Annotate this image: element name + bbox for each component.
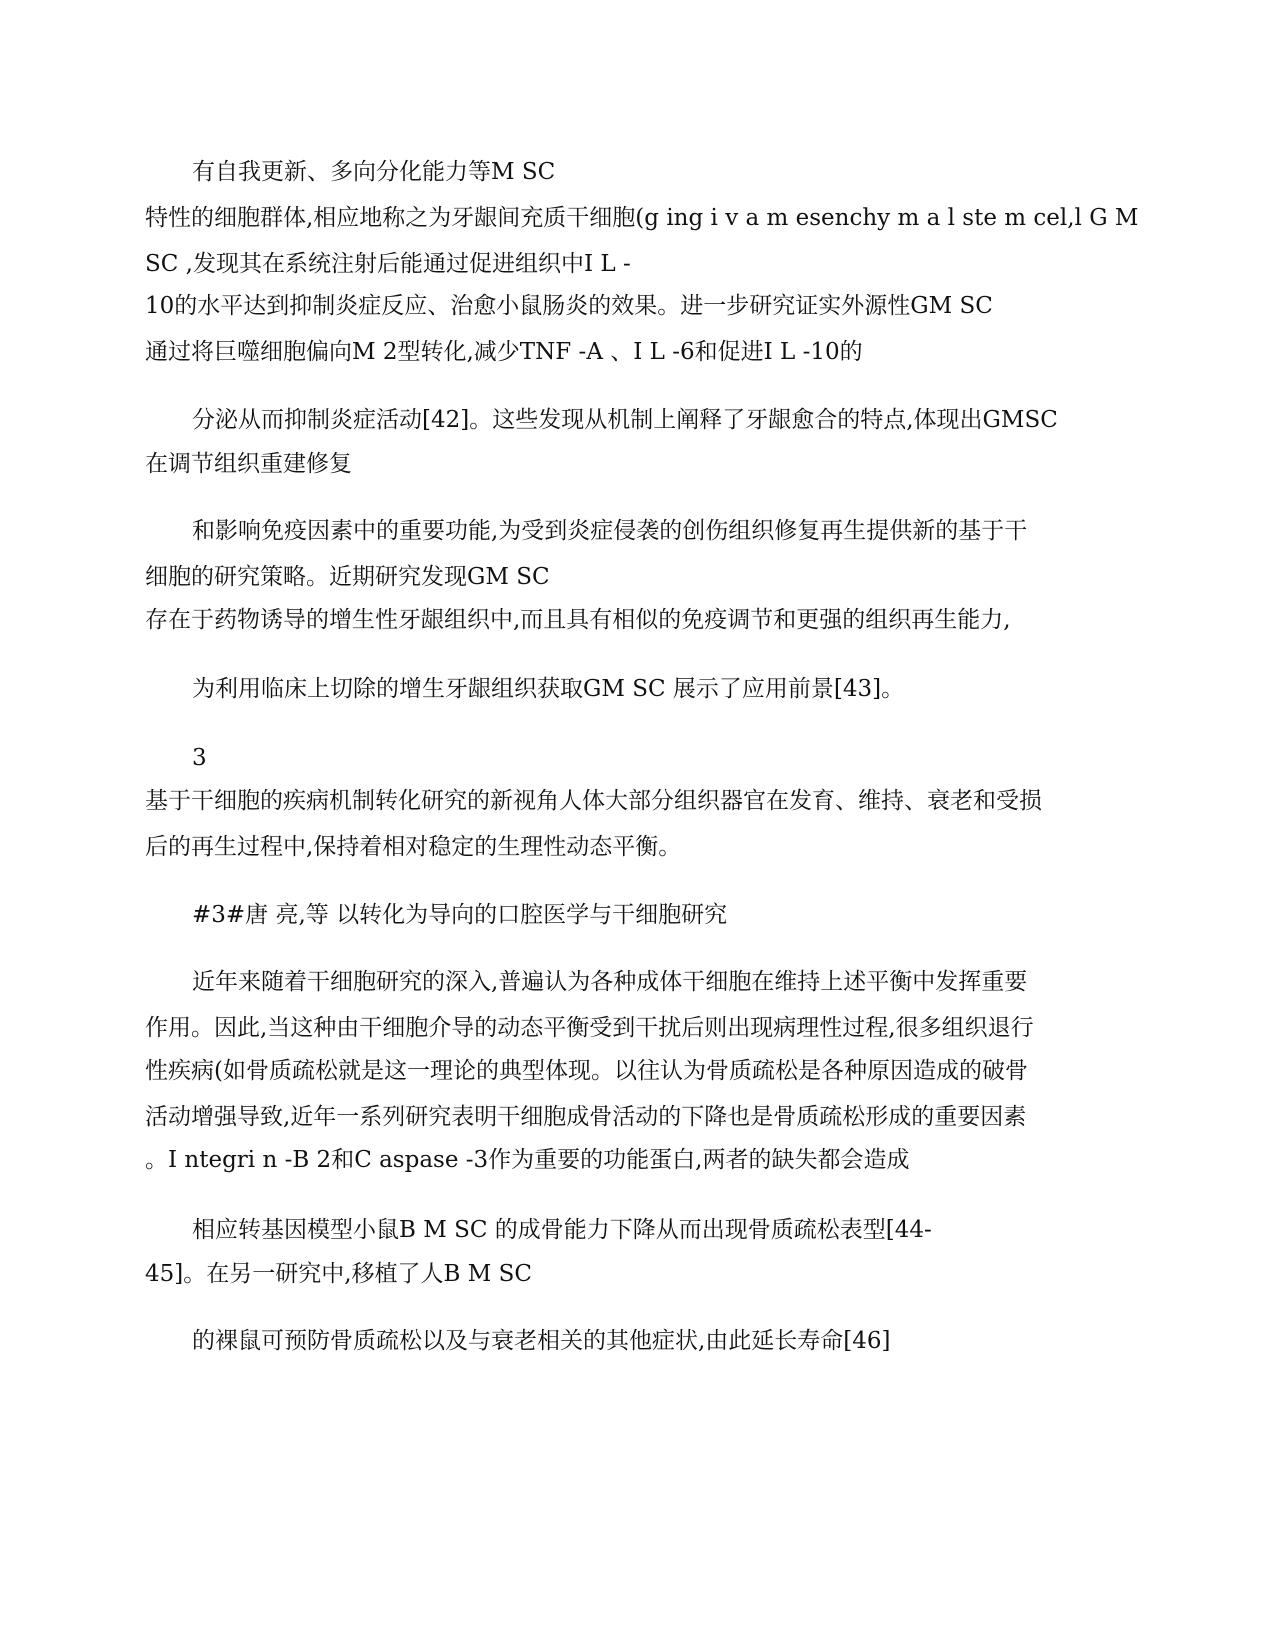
text-line: 在调节组织重建修复 <box>145 451 352 477</box>
text-line: 特性的细胞群体,相应地称之为牙龈间充质干细胞(g ing i v a m esenchy m a l ste m cel,l G M <box>145 205 1139 231</box>
text-line: 基于干细胞的疾病机制转化研究的新视角人体大部分组织器官在发育、维持、衰老和受损 <box>145 788 1042 814</box>
text-line: 相应转基因模型小鼠B M SC 的成骨能力下降从而出现骨质疏松表型[44- <box>192 1217 932 1243</box>
text-line: 通过将巨噬细胞偏向M 2型转化,减少TNF -A 、I L -6和促进I L -10的 <box>145 339 863 365</box>
text-line: 45]。在另一研究中,移植了人B M SC <box>145 1261 532 1287</box>
text-line: 存在于药物诱导的增生性牙龈组织中,而且具有相似的免疫调节和更强的组织再生能力, <box>145 607 1011 633</box>
text-line: 近年来随着干细胞研究的深入,普遍认为各种成体干细胞在维持上述平衡中发挥重要 <box>192 969 1028 995</box>
text-line: 和影响免疫因素中的重要功能,为受到炎症侵袭的创伤组织修复再生提供新的基于干 <box>192 518 1028 544</box>
text-line: 后的再生过程中,保持着相对稳定的生理性动态平衡。 <box>145 834 682 860</box>
text-line: 有自我更新、多向分化能力等M SC <box>192 159 556 185</box>
running-header: #3#唐 亮,等 以转化为导向的口腔医学与干细胞研究 <box>192 902 728 928</box>
text-line: 活动增强导致,近年一系列研究表明干细胞成骨活动的下降也是骨质疏松形成的重要因素 <box>145 1104 1027 1130</box>
text-line: 细胞的研究策略。近期研究发现GM SC <box>145 564 550 590</box>
text-line: 性疾病(如骨质疏松就是这一理论的典型体现。以往认为骨质疏松是各种原因造成的破骨 <box>145 1058 1028 1084</box>
text-line: 作用。因此,当这种由干细胞介导的动态平衡受到干扰后则出现病理性过程,很多组织退行 <box>145 1015 1034 1041</box>
text-line: 10的水平达到抑制炎症反应、治愈小鼠肠炎的效果。进一步研究证实外源性GM SC <box>145 293 993 319</box>
text-line: SC ,发现其在系统注射后能通过促进组织中I L - <box>145 251 631 277</box>
text-line: 。I ntegri n -B 2和C aspase -3作为重要的功能蛋白,两者的缺失都会造成 <box>145 1147 910 1173</box>
text-line: 的裸鼠可预防骨质疏松以及与衰老相关的其他症状,由此延长寿命[46] <box>192 1328 891 1354</box>
text-line: 分泌从而抑制炎症活动[42]。这些发现从机制上阐释了牙龈愈合的特点,体现出GMSC <box>192 407 1058 433</box>
text-line: 为利用临床上切除的增生牙龈组织获取GM SC 展示了应用前景[43]。 <box>192 676 905 702</box>
section-number: 3 <box>192 745 207 771</box>
